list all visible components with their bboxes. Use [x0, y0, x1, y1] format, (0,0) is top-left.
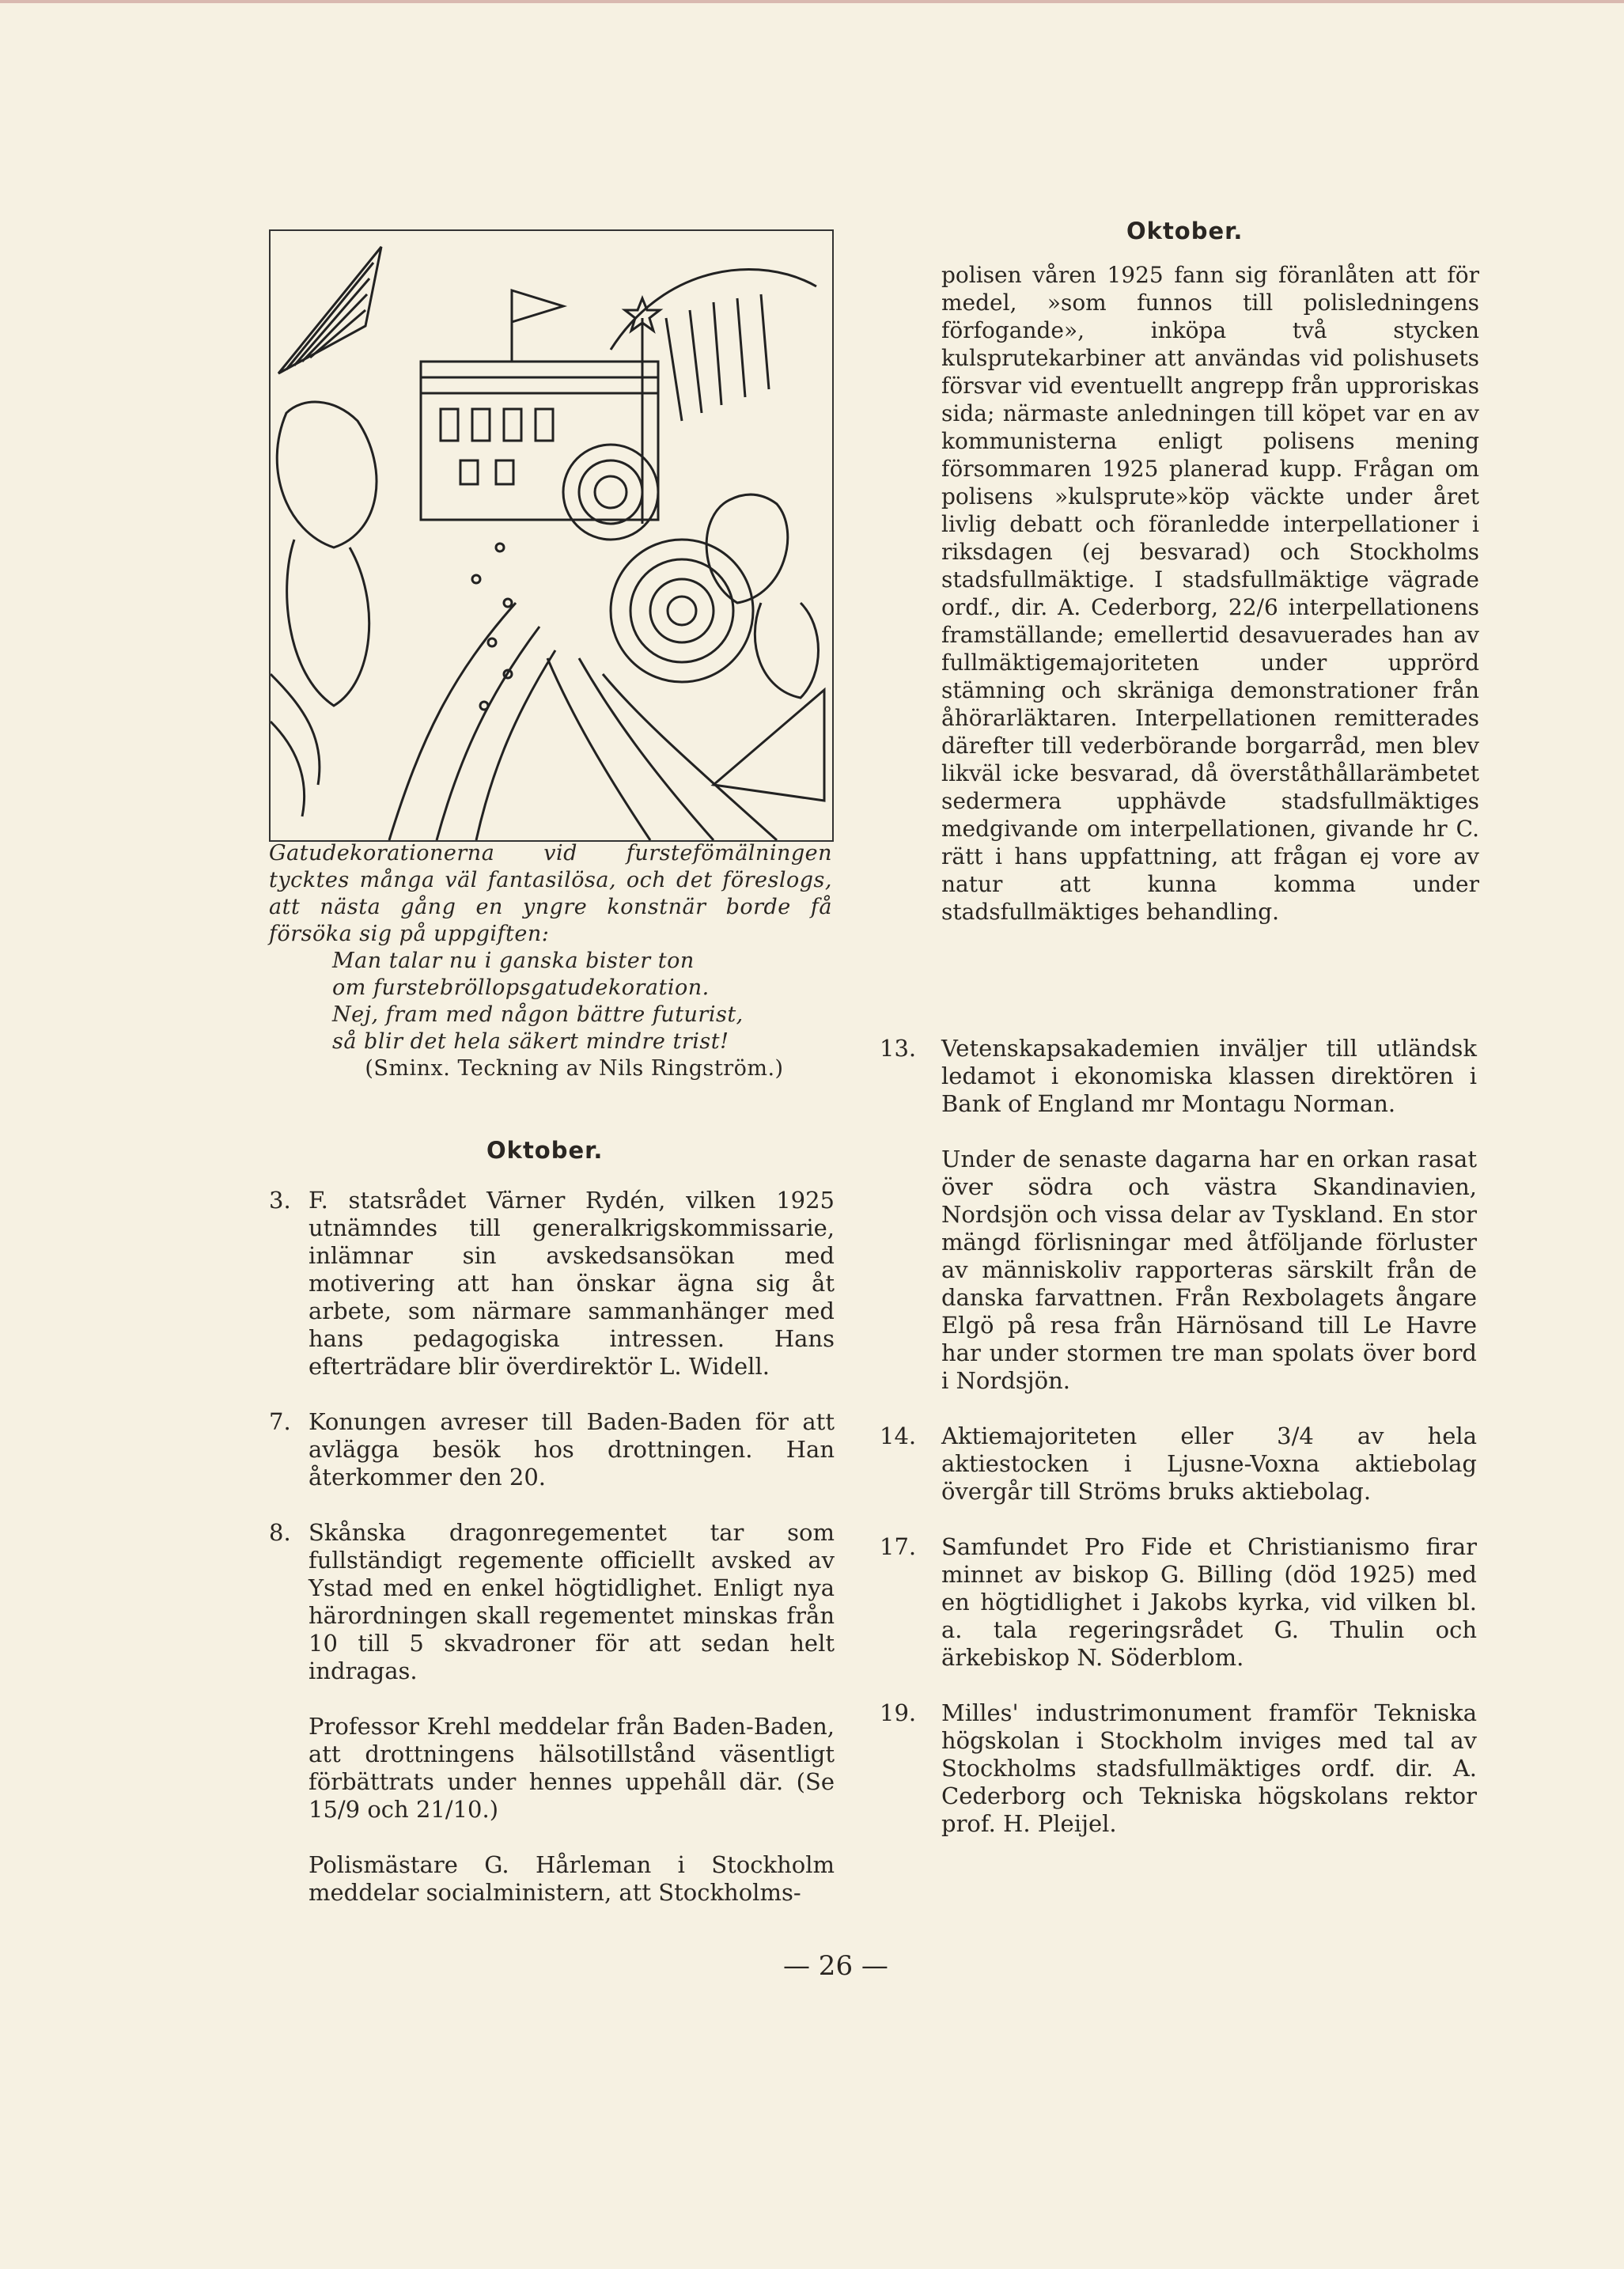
street-decoration-drawing	[269, 229, 834, 842]
entry-day: 19.	[880, 1699, 917, 1726]
entry-text: Konungen avreser till Baden-Baden för att avlägga besök hos drottningen. Han återkommer den 20.	[309, 1408, 835, 1491]
entry-day: 14.	[880, 1422, 917, 1449]
page-number: — 26 —	[783, 1950, 888, 1982]
entry-7	[269, 1408, 835, 1491]
right-heading: Oktober.	[1126, 218, 1244, 244]
page-edge	[0, 0, 1624, 3]
left-column	[269, 1187, 835, 1934]
verse-line: Nej, fram med någon bättre futurist,	[332, 1002, 744, 1027]
entry-day: 7.	[269, 1408, 291, 1435]
entry-3	[269, 1187, 835, 1381]
entry-text: Aktiemajoriteten eller 3/4 av hela aktiestocken i Ljusne-Voxna aktiebolag övergår till Ströms bruks aktiebolag.	[941, 1422, 1477, 1505]
entry-day: 3.	[269, 1187, 291, 1214]
entry-text: Samfundet Pro Fide et Christianismo firar minnet av biskop G. Billing (död 1925) med en högtidlighet i Jakobs kyrka, vid vilken bl. a. tala regeringsrådet G. Thulin och ärkebiskop N. Söderblom.	[941, 1533, 1477, 1671]
entry-14	[880, 1422, 1477, 1506]
entry-text: Professor Krehl meddelar från Baden-Baden, att drottningens hälsotillstånd väsentligt förbättrats under hennes uppehåll där. (Se 15/9 och 21/10.)	[309, 1713, 835, 1823]
entry-13	[880, 1035, 1477, 1395]
right-column	[880, 1035, 1477, 1866]
entry-text: Skånska dragonregementet tar som fullständigt regemente officiellt avsked av Ystad med en enkel högtidlighet. Enligt nya härordningen skall regementet minskas från 10 till 5 skvadroner för att sedan helt indragas.	[309, 1519, 835, 1684]
verse-line: Man talar nu i ganska bister ton	[332, 949, 695, 973]
entry-text: Milles' industrimonument framför Tekniska högskolan i Stockholm inviges med tal av Stockholms stadsfullmäktiges ordf. dir. A. Cederborg och Tekniska högskolans rektor prof. H. Pleijel.	[941, 1699, 1477, 1837]
entry-17	[880, 1533, 1477, 1672]
entry-19	[880, 1699, 1477, 1838]
caption-text: Gatudekorationerna vid furstefömälningen tycktes många väl fantasilösa, och det föreslogs, att nästa gång en yngre konstnär borde få försöka sig på uppgiften:	[269, 841, 832, 946]
entry-8	[269, 1519, 835, 1907]
illustration-caption	[269, 840, 832, 1082]
caption-verse	[269, 948, 832, 1055]
verse-line: om furstebröllopsgatudekoration.	[332, 975, 710, 1000]
continuation-paragraph: polisen våren 1925 fann sig föranlåten att för medel, »som funnos till polisledningens förfogande», inköpa två stycken kulsprutekarbiner att användas vid polishusets försvar vid eventuellt angrepp från upproriskas sida; närmaste anledningen till köpet var en av kommunisterna enligt polisens mening försommaren 1925 planerad kupp. Frågan om polisens »kulsprute»köp väckte under året livlig debatt och föranledde interpellationer i riksdagen (ej besvarad) och Stockholms stadsfullmäktige. I stadsfullmäktige vägrade ordf., dir. A. Cederborg, 22/6 interpellationens framställande; emellertid desavuerades han av fullmäktigemajoriteten under upprörd stämning och skräniga demonstrationer från åhörarläktaren. Interpellationen remitterades därefter till vederbörande borgarråd, men blev likväl icke besvarad, då överståthållarämbetet sedermera upphävde stadsfullmäktiges medgivande om interpellationen, givande hr C. rätt i hans uppfattning, att frågan ej vore av natur att kunna komma under stadsfullmäktiges behandling.	[941, 262, 1479, 925]
entry-day: 8.	[269, 1519, 291, 1546]
entry-text: Under de senaste dagarna har en orkan rasat över södra och västra Skandinavien, Nordsjön och vissa delar av Tyskland. En stor mängd förlisningar med åtföljande förluster av människoliv rapporteras särskilt från de danska farvattnen. Från Rexbolagets ångare Elgö på resa från Härnösand till Le Havre har under stormen tre man spolats över bord i Nordsjön.	[941, 1146, 1477, 1394]
entry-text: F. statsrådet Värner Rydén, vilken 1925 utnämndes till generalkrigskommissarie, inlämnar sin avskedsansökan med motivering att han önskar ägna sig åt arbete, som närmare sammanhänger med hans pedagogiska intressen. Hans efterträdare blir överdirektör L. Widell.	[309, 1187, 835, 1380]
left-heading: Oktober.	[486, 1137, 604, 1164]
entry-day: 13.	[880, 1035, 917, 1062]
verse-line: så blir det hela säkert mindre trist!	[332, 1029, 729, 1054]
entry-text: Polismästare G. Hårleman i Stockholm meddelar socialministern, att Stockholms-	[309, 1851, 835, 1906]
entry-day: 17.	[880, 1533, 917, 1560]
caption-credit: (Sminx. Teckning av Nils Ringström.)	[365, 1056, 784, 1081]
entry-text: Vetenskapsakademien inväljer till utländsk ledamot i ekonomiska klassen direktören i Bank of England mr Montagu Norman.	[941, 1035, 1477, 1117]
